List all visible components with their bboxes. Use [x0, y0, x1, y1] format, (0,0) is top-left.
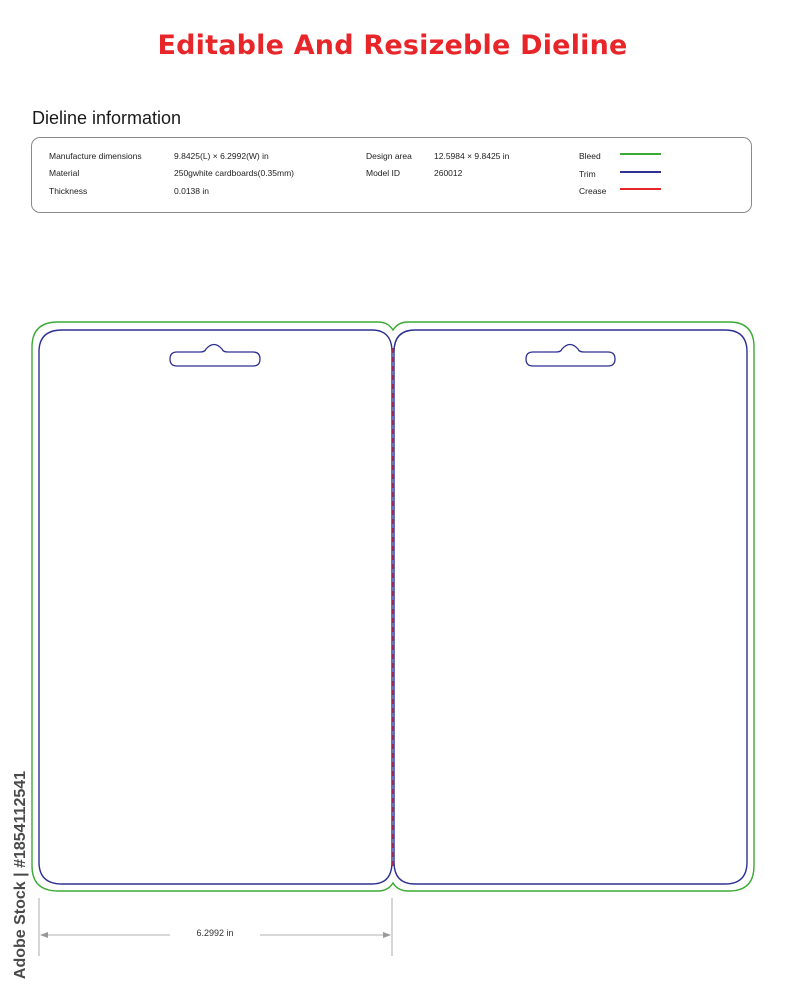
material-value: 250gwhite cardboards(0.35mm): [174, 168, 295, 178]
model-id-label: Model ID: [366, 168, 401, 178]
legend-trim-label: Trim: [579, 169, 596, 179]
dimension-arrow-left: [40, 932, 48, 938]
trim-outline-right-panel: [394, 330, 747, 884]
trim-outline-left-panel: [39, 330, 392, 884]
stock-watermark-text: Adobe Stock | #1854112541: [12, 770, 29, 980]
stock-watermark: [6, 760, 36, 990]
design-area-label: Design area: [366, 151, 412, 161]
hang-hole-right: [526, 345, 615, 367]
legend-bleed-label: Bleed: [579, 151, 601, 161]
page-title: Editable And Resizeble Dieline: [157, 30, 628, 61]
thickness-label: Thickness: [49, 186, 88, 196]
bleed-outline: [32, 322, 754, 891]
legend-crease-label: Crease: [579, 186, 607, 196]
thickness-value: 0.0138 in: [174, 186, 209, 196]
manufacture-dimensions-label: Manufacture dimensions: [49, 151, 142, 161]
model-id-value: 260012: [434, 168, 463, 178]
design-area-value: 12.5984 × 9.8425 in: [434, 151, 510, 161]
dimension-label: 6.2992 in: [170, 928, 260, 938]
dimension-arrow-right: [383, 932, 391, 938]
dieline-info-heading: Dieline information: [32, 108, 182, 128]
hang-hole-left: [170, 345, 260, 367]
manufacture-dimensions-value: 9.8425(L) × 6.2992(W) in: [174, 151, 269, 161]
material-label: Material: [49, 168, 80, 178]
